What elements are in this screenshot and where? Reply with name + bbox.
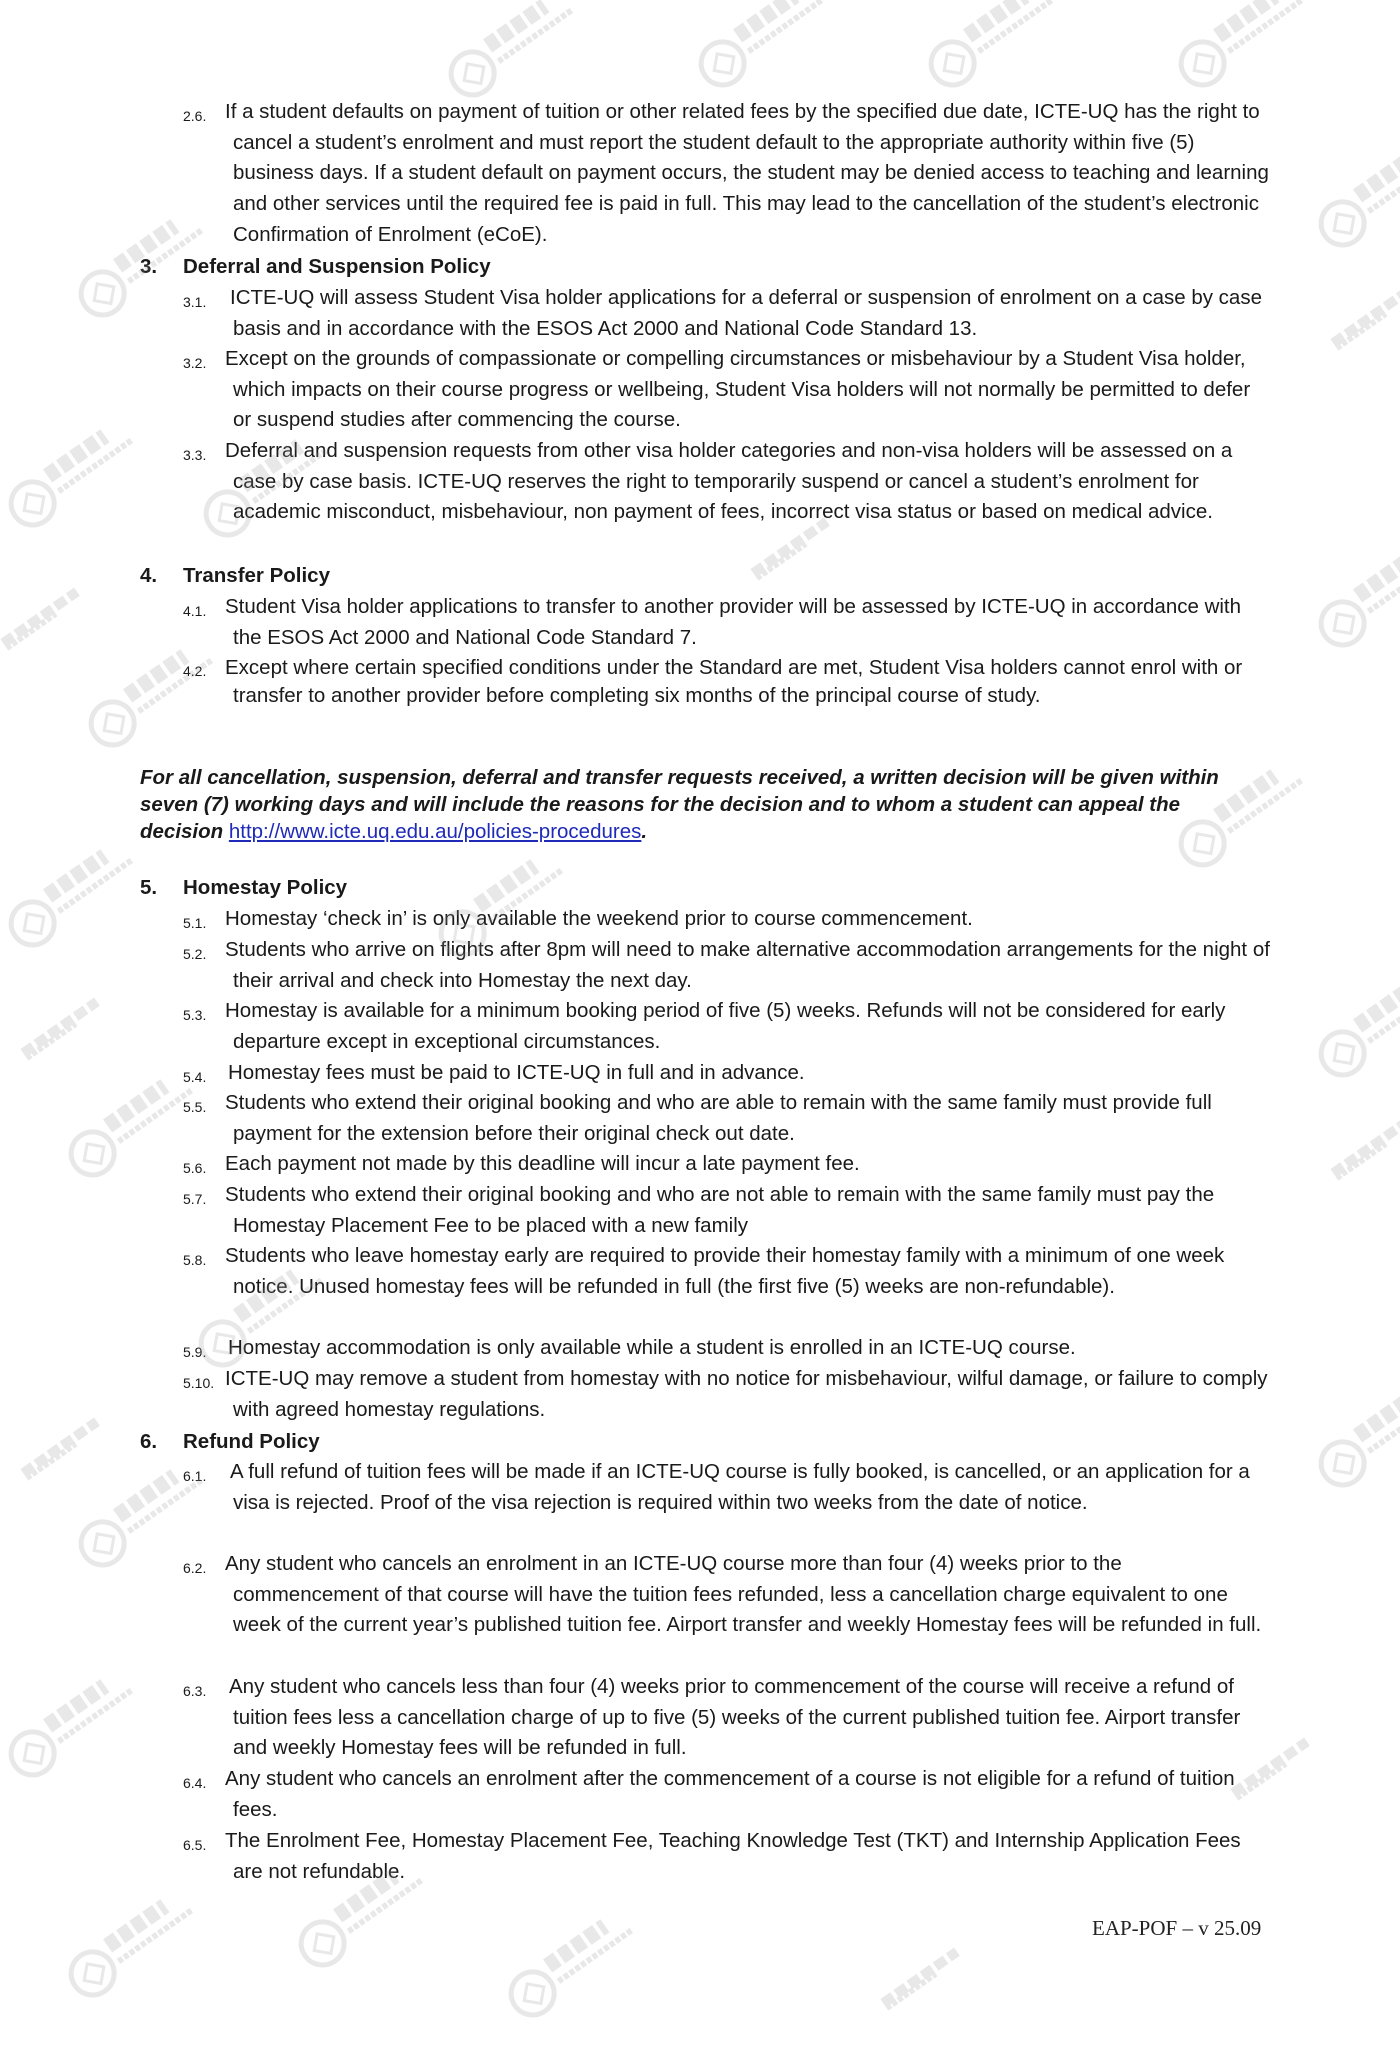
item-text: Homestay accommodation is only available while a student is enrolled in an ICTE-UQ course. [228, 1336, 1076, 1359]
item-text: Any student who cancels an enrolment in an ICTE-UQ course more than four (4) weeks prior to the commencement of that course will have the tuition fees refunded, less a cancellation charge equivalent to one week of the current year’s published tuition fee. Airport transfer and weekly Homestay fees will be refunded in full. [225, 1552, 1262, 1637]
watermark-text-icon [1323, 1073, 1400, 1216]
policy-item-6-1 [183, 1457, 1273, 1518]
item-number: 5.10. [183, 1375, 215, 1391]
item-text: Homestay ‘check in’ is only available the weekend prior to course commencement. [225, 907, 973, 930]
section-title: Deferral and Suspension Policy [183, 255, 491, 278]
section-title: Homestay Policy [183, 876, 348, 899]
policy-item-5-6 [183, 1149, 1273, 1180]
item-text: Any student who cancels less than four (4) weeks prior to commencement of the course will receive a refund of tuition fees less a cancellation charge of up to five (5) weeks of the current published tuition fee. Airport transfer and weekly Homestay fees will be refunded in full. [229, 1675, 1241, 1760]
watermark-logo-icon [0, 823, 157, 966]
section-number: 6. [140, 1430, 158, 1453]
item-text: Students who extend their original booking and who are able to remain with the same family must provide full payment for the extension before their original check out date. [225, 1091, 1212, 1145]
watermark-text-icon [0, 543, 157, 686]
watermark-text-icon [873, 1903, 1036, 2046]
section-heading-deferral [140, 252, 491, 283]
item-text: Students who extend their original booking and who are not able to remain with the same family must pay the Homestay Placement Fee to be placed with a new family [225, 1183, 1215, 1237]
watermark-logo-icon [683, 0, 846, 107]
policy-item-6-3 [183, 1672, 1273, 1764]
policy-item-5-4 [183, 1058, 1273, 1089]
item-number: 4.2. [183, 663, 207, 679]
policy-item-4-1 [183, 592, 1273, 653]
item-number: 6.3. [183, 1683, 207, 1699]
policy-item-6-5 [183, 1826, 1273, 1887]
document-version-footer: EAP-POF – v 25.09 [1092, 1916, 1262, 1940]
section-heading-refund [140, 1427, 320, 1458]
item-number: 5.9. [183, 1344, 207, 1360]
item-number: 5.8. [183, 1252, 207, 1268]
item-text: ICTE-UQ may remove a student from homestay with no notice for misbehaviour, wilful damage, or failure to comply with agreed homestay regulations. [225, 1367, 1268, 1421]
watermark-text-icon [1323, 243, 1400, 386]
item-text: Deferral and suspension requests from other visa holder categories and non-visa holders will be assessed on a case by case basis. ICTE-UQ reserves the right to temporarily suspend or cancel a student’s enrolment for academic misconduct, misbehaviour, non payment of fees, incorrect visa status or based on medical advice. [225, 439, 1233, 524]
item-text: Homestay is available for a minimum booking period of five (5) weeks. Refunds will not be considered for early departure except in exceptional circumstances. [225, 999, 1226, 1053]
policy-item-2-6 [183, 97, 1273, 251]
watermark-logo-icon [1303, 953, 1400, 1096]
policy-item-5-5 [183, 1088, 1273, 1149]
item-text: If a student defaults on payment of tuition or other related fees by the specified due date, ICTE-UQ has the right to cancel a student’s enrolment and must report the student default to the appropriate authority within five (5) business days. If a student default on payment occurs, the student may be denied access to teaching and learning and other services until the required fee is paid in full. This may lead to the cancellation of the student’s electronic Confirmation of Enrolment (eCoE). [225, 100, 1269, 246]
section-title: Refund Policy [183, 1430, 320, 1453]
policy-item-5-9 [183, 1333, 1273, 1364]
watermark-logo-icon [913, 0, 1076, 107]
item-number: 4.1. [183, 603, 207, 619]
policy-item-3-3 [183, 436, 1273, 528]
policy-item-5-1 [183, 904, 1273, 935]
item-text: The Enrolment Fee, Homestay Placement Fee, Teaching Knowledge Test (TKT) and Internship Application Fees are not refundable. [225, 1829, 1241, 1883]
item-number: 6.1. [183, 1468, 207, 1484]
watermark-logo-icon [1303, 1363, 1400, 1506]
item-text: Students who arrive on flights after 8pm will need to make alternative accommodation arrangements for the night of their arrival and check into Homestay the next day. [225, 938, 1270, 992]
watermark-text-icon [13, 953, 176, 1096]
item-number: 3.1. [183, 294, 207, 310]
item-text: Students who leave homestay early are required to provide their homestay family with a minimum of one week notice. Unused homestay fees will be refunded in full (the first five (5) weeks are non-refundable). [225, 1244, 1225, 1298]
watermark-logo-icon [1163, 0, 1326, 107]
item-text: Except on the grounds of compassionate or compelling circumstances or misbehaviour by a Student Visa holder, which impacts on their course progress or wellbeing, Student Visa holders will not normally be permitted to defer or suspend studies after commencing the course. [225, 347, 1251, 432]
watermark-logo-icon [0, 1653, 157, 1796]
item-text: Any student who cancels an enrolment after the commencement of a course is not eligible for a refund of tuition fees. [225, 1767, 1235, 1821]
section-number: 4. [140, 564, 158, 587]
item-number: 3.3. [183, 447, 207, 463]
policy-item-6-2 [183, 1549, 1273, 1641]
item-number: 6.4. [183, 1775, 207, 1791]
section-number: 5. [140, 876, 158, 899]
decision-note-text: For all cancellation, suspension, deferral and transfer requests received, a written decision will be given within seven (7) working days and will include the reasons for the decision and to whom a student can appeal the decision [140, 766, 1219, 843]
section-heading-transfer [140, 561, 330, 592]
policy-item-5-10 [183, 1364, 1273, 1425]
policy-item-6-4 [183, 1764, 1273, 1825]
item-number: 5.1. [183, 915, 207, 931]
section-title: Transfer Policy [183, 564, 330, 587]
policy-item-3-2 [183, 344, 1273, 436]
watermark-logo-icon [1303, 123, 1400, 266]
decision-note [140, 764, 1250, 845]
decision-note-trailing: . [641, 820, 648, 843]
watermark-logo-icon [0, 403, 157, 546]
item-text: Except where certain specified conditions under the Standard are met, Student Visa holders cannot enrol with or transfer to another provider before completing six months of the principal course of study. [225, 656, 1243, 707]
item-text: Each payment not made by this deadline will incur a late payment fee. [225, 1152, 860, 1175]
item-number: 5.6. [183, 1160, 207, 1176]
policy-item-3-1 [183, 283, 1273, 344]
watermark-logo-icon [53, 1873, 216, 2016]
section-heading-homestay [140, 873, 347, 904]
watermark-logo-icon [1303, 523, 1400, 666]
section-number: 3. [140, 255, 158, 278]
item-number: 5.3. [183, 1007, 207, 1023]
policy-item-5-7 [183, 1180, 1273, 1241]
policy-item-5-2 [183, 935, 1273, 996]
item-text: A full refund of tuition fees will be made if an ICTE-UQ course is fully booked, is cancelled, or an application for a visa is rejected. Proof of the visa rejection is required within two weeks from the date of notice. [230, 1460, 1250, 1514]
item-text: Student Visa holder applications to transfer to another provider will be assessed by ICTE-UQ in accordance with the ESOS Act 2000 and National Code Standard 7. [225, 595, 1242, 649]
policies-procedures-link[interactable]: http://www.icte.uq.edu.au/policies-procedures [228, 820, 642, 843]
item-number: 6.5. [183, 1837, 207, 1853]
item-number: 5.5. [183, 1099, 207, 1115]
item-number: 3.2. [183, 355, 207, 371]
item-number: 5.4. [183, 1069, 207, 1085]
item-text: Homestay fees must be paid to ICTE-UQ in full and in advance. [228, 1061, 805, 1084]
watermark-logo-icon [493, 1893, 656, 2036]
item-number: 6.2. [183, 1560, 207, 1576]
item-number: 2.6. [183, 108, 207, 124]
policy-item-5-8 [183, 1241, 1273, 1302]
policy-item-4-2 [183, 654, 1273, 710]
item-number: 5.2. [183, 946, 207, 962]
policy-item-5-3 [183, 996, 1273, 1057]
item-text: ICTE-UQ will assess Student Visa holder applications for a deferral or suspension of enrolment on a case by case basis and in accordance with the ESOS Act 2000 and National Code Standard 13. [230, 286, 1262, 340]
item-number: 5.7. [183, 1191, 207, 1207]
